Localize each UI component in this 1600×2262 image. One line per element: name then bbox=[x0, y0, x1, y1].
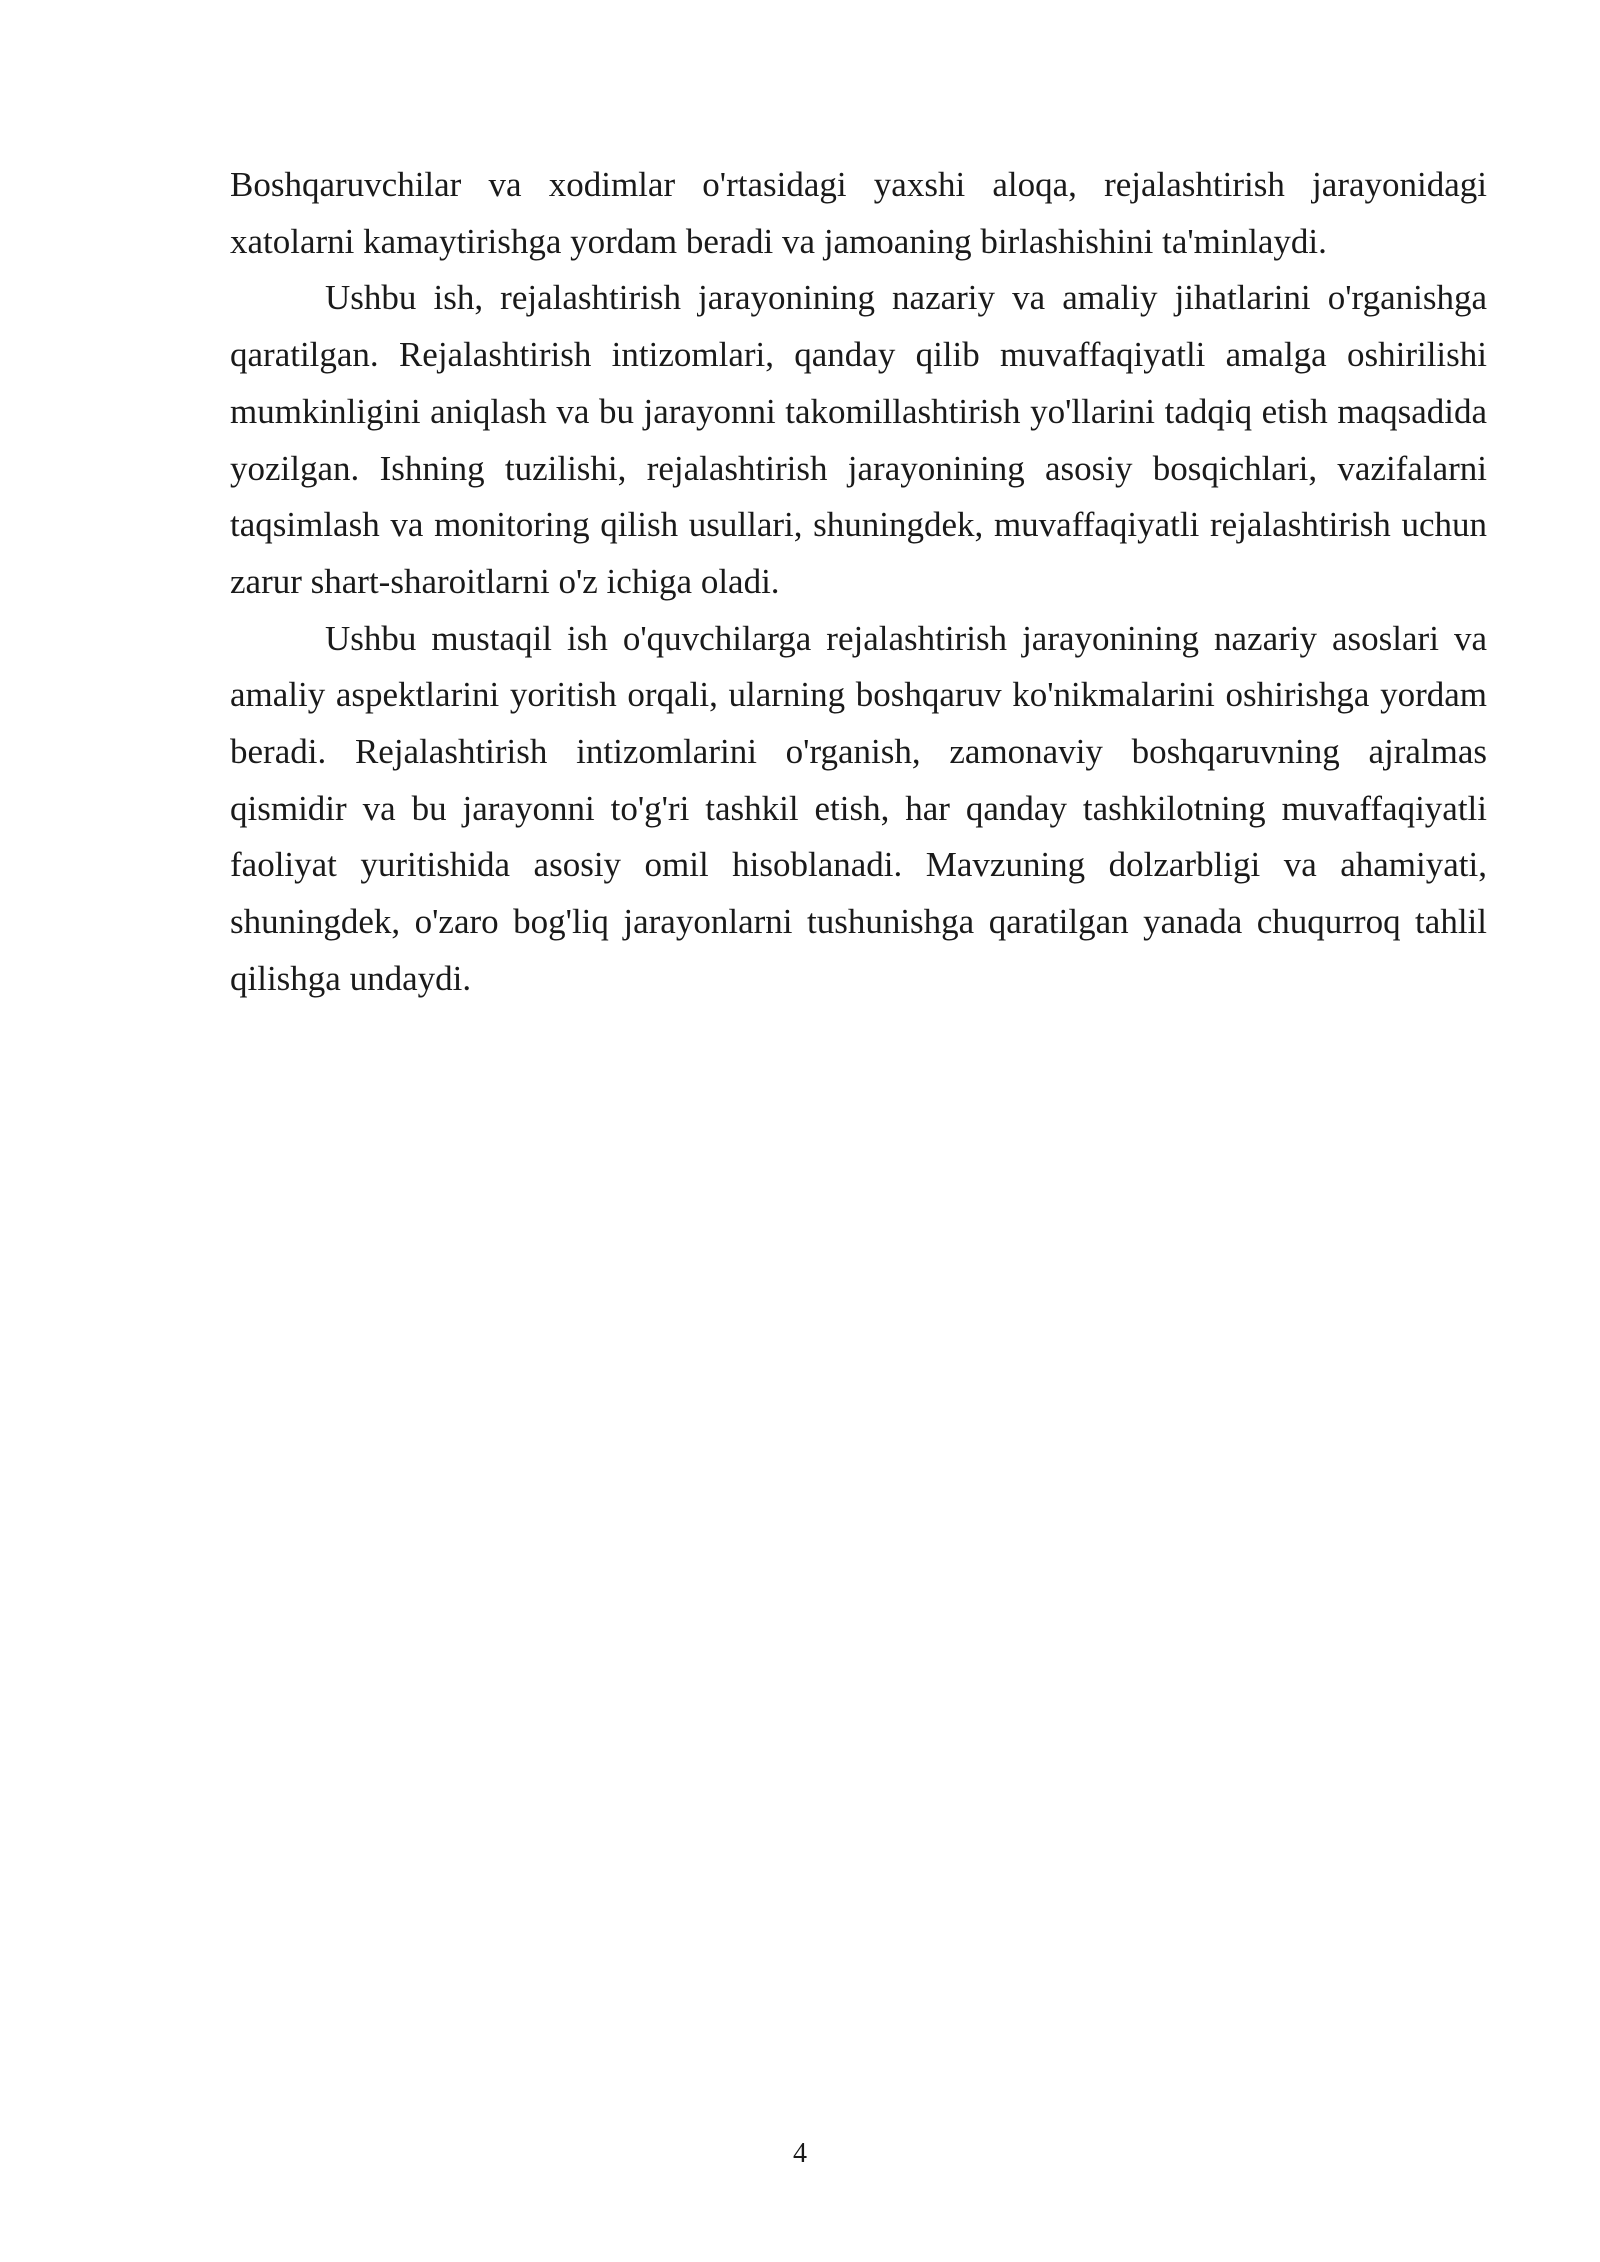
paragraph-1: Boshqaruvchilar va xodimlar o'rtasidagi yaxshi aloqa, rejalashtirish jarayonidagi xatolarni kamaytirishga yordam beradi va jamoaning birlashishini ta'minlaydi. bbox=[230, 165, 1487, 261]
page-number: 4 bbox=[793, 2138, 807, 2169]
paragraph-2: Ushbu ish, rejalashtirish jarayonining nazariy va amaliy jihatlarini o'rganishga qaratilgan. Rejalashtirish intizomlari, qanday qilib muvaffaqiyatli amalga oshirilishi mumkinligini aniqlash va bu jarayonni takomillashtirish yo'llarini tadqiq etish maqsadida yozilgan. Ishning tuzilishi, rejalashtirish jarayonining asosiy bosqichlari, vazifalarni taqsimlash va monitoring qilish usullari, shuningdek, muvaffaqiyatli rejalashtirish uchun zarur shart-sharoitlarni o'z ichiga oladi. bbox=[230, 278, 1487, 601]
paragraph-3: Ushbu mustaqil ish o'quvchilarga rejalashtirish jarayonining nazariy asoslari va amaliy aspektlarini yoritish orqali, ularning boshqaruv ko'nikmalarini oshirishga yordam beradi. Rejalashtirish intizomlarini o'rganish, zamonaviy boshqaruvning ajralmas qismidir va bu jarayonni to'g'ri tashkil etish, har qanday tashkilotning muvaffaqiyatli faoliyat yuritishida asosiy omil hisoblanadi. Mavzuning dolzarbligi va ahamiyati, shuningdek, o'zaro bog'liq jarayonlarni tushunishga qaratilgan yanada chuqurroq tahlil qilishga undaydi. bbox=[230, 618, 1487, 998]
body-text bbox=[230, 157, 1487, 1008]
